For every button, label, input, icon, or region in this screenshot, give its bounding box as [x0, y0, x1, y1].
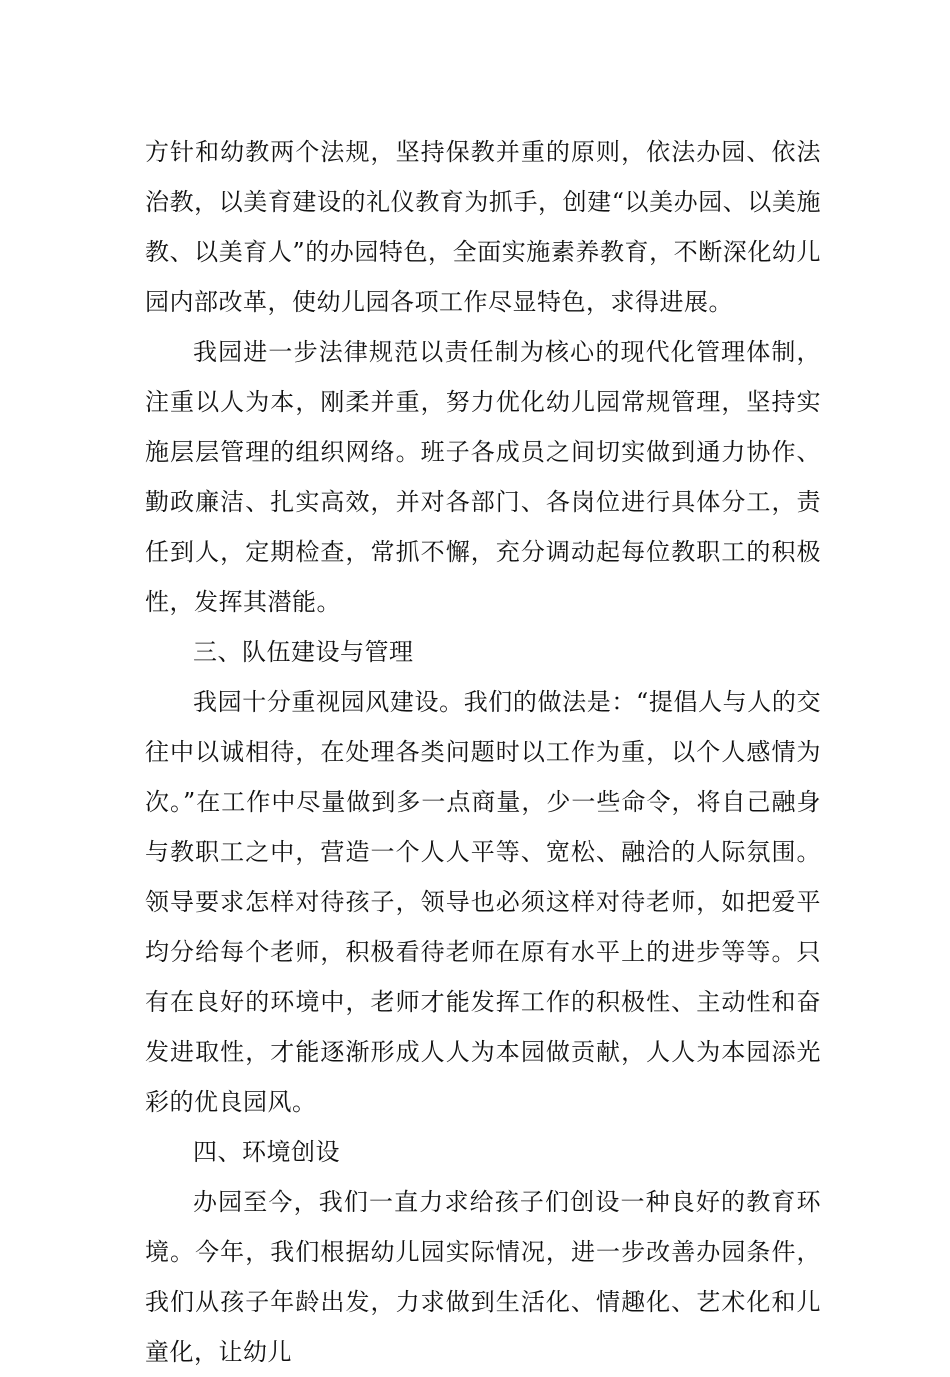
paragraph-3: 我园十分重视园风建设。我们的做法是：“提倡人与人的交往中以诚相待，在处理各类问题时以工作为重，以个人感情为次。”在工作中尽量做到多一点商量，少一些命令，将自己融身与教职工之中，营造一个人人平等、宽松、融洽的人际氛围。领导要求怎样对待孩子，领导也必须这样对待老师，如把爱平均分给每个老师，积极看待老师在原有水平上的进步等等。只有在良好的环境中，老师才能发挥工作的积极性、主动性和奋发进取性，才能逐渐形成人人为本园做贡献，人人为本园添光彩的优良园风。 [145, 688, 821, 1116]
document-body [145, 127, 821, 1377]
paragraph-4: 办园至今，我们一直力求给孩子们创设一种良好的教育环境。今年，我们根据幼儿园实际情况，进一步改善办园条件，我们从孩子年龄出发，力求做到生活化、情趣化、艺术化和儿童化，让幼儿 [145, 1188, 821, 1366]
paragraph-2: 我园进一步法律规范以责任制为核心的现代化管理体制，注重以人为本，刚柔并重，努力优化幼儿园常规管理，坚持实施层层管理的组织网络。班子各成员之间切实做到通力协作、勤政廉洁、扎实高效，并对各部门、各岗位进行具体分工，责任到人，定期检查，常抓不懈，充分调动起每位教职工的积极性，发挥其潜能。 [145, 338, 821, 616]
section-heading-3: 三、队伍建设与管理 [193, 638, 414, 666]
section-heading-4: 四、环境创设 [193, 1138, 340, 1166]
paragraph-1: 方针和幼教两个法规，坚持保教并重的原则，依法办园、依法治教，以美育建设的礼仪教育为抓手，创建“以美办园、以美施教、以美育人”的办园特色，全面实施素养教育，不断深化幼儿园内部改革，使幼儿园各项工作尽显特色，求得进展。 [145, 138, 821, 316]
